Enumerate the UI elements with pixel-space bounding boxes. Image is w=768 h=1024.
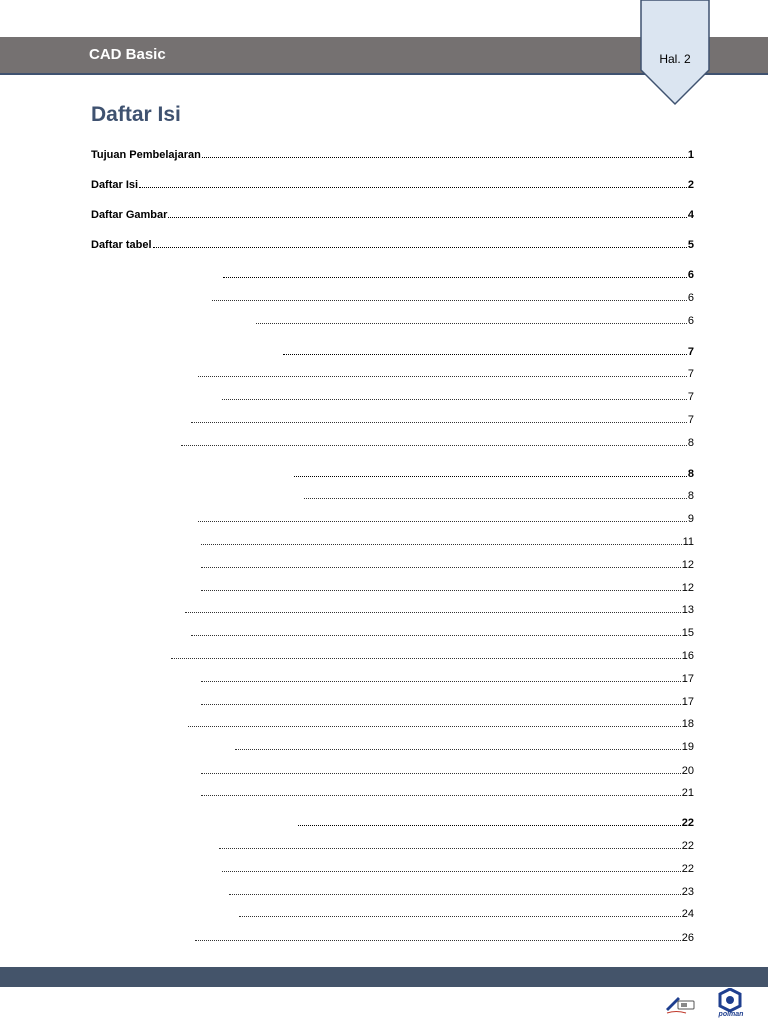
- toc-entry-page: 19: [681, 741, 694, 753]
- toc-dot-leader: [298, 825, 681, 826]
- toc-dot-leader: [256, 323, 687, 324]
- toc-entry[interactable]: [222, 265, 694, 281]
- toc-entry-page: 8: [687, 490, 694, 502]
- toc-dot-leader: [198, 376, 687, 377]
- toc-entry-page: 4: [687, 209, 694, 221]
- toc-entry[interactable]: [238, 904, 694, 920]
- toc-dot-leader: [222, 399, 687, 400]
- toc-entry-page: 11: [682, 536, 694, 548]
- toc-dot-leader: [201, 681, 681, 682]
- toc-entry-label: Daftar Gambar: [91, 209, 168, 221]
- toc-entry[interactable]: [211, 288, 694, 304]
- toc-entry[interactable]: [170, 646, 694, 662]
- toc-entry[interactable]: [194, 928, 694, 944]
- toc-entry-page: 1: [687, 149, 694, 161]
- toc-heading: Daftar Isi: [91, 103, 181, 126]
- toc-entry-page: 18: [681, 718, 694, 730]
- toc-entry-page: 9: [687, 513, 694, 525]
- toc-entry-label: Tujuan Pembelajaran: [91, 149, 201, 161]
- toc-entry-page: 12: [681, 582, 694, 594]
- toc-dot-leader: [283, 354, 687, 355]
- toc-dot-leader: [185, 612, 681, 613]
- toc-entry[interactable]: [197, 509, 694, 525]
- toc-dot-leader: [201, 567, 681, 568]
- toc-entry-page: 7: [687, 346, 694, 358]
- toc-entry-page: 8: [687, 468, 694, 480]
- toc-entry-label: Daftar Isi: [91, 179, 139, 191]
- toc-dot-leader: [188, 726, 681, 727]
- toc-dot-leader: [171, 658, 681, 659]
- toc-entry[interactable]: [303, 486, 694, 502]
- toc-dot-leader: [139, 187, 687, 188]
- toc-entry-page: 7: [687, 414, 694, 426]
- toc-entry-page: 22: [681, 817, 694, 829]
- toc-entry-page: 22: [681, 863, 694, 875]
- toc-dot-leader: [191, 635, 681, 636]
- toc-entry-page: 12: [681, 559, 694, 571]
- document-title: CAD Basic: [89, 46, 166, 63]
- toc-entry[interactable]: [218, 836, 694, 852]
- toc-entry-page: 15: [681, 627, 694, 639]
- toc-entry[interactable]: [200, 692, 694, 708]
- toc-entry-page: 20: [681, 765, 694, 777]
- toc-dot-leader: [198, 521, 687, 522]
- page-number-label: Hal. 2: [659, 52, 691, 66]
- toc-entry[interactable]: [200, 532, 694, 548]
- polman-logo-text: polman: [718, 1011, 744, 1018]
- toc-entry-page: 26: [681, 932, 694, 944]
- toc-entry[interactable]: [228, 882, 694, 898]
- design-engineering-logo: [664, 993, 698, 1020]
- toc-entry[interactable]: [180, 433, 694, 449]
- toc-dot-leader: [201, 704, 681, 705]
- toc-entry[interactable]: [91, 235, 694, 251]
- toc-entry-page: 2: [687, 179, 694, 191]
- toc-entry[interactable]: [221, 387, 694, 403]
- toc-entry[interactable]: [190, 623, 694, 639]
- toc-entry[interactable]: [200, 761, 694, 777]
- toc-entry-page: 22: [681, 840, 694, 852]
- toc-entry[interactable]: [200, 669, 694, 685]
- toc-entry-page: 7: [687, 368, 694, 380]
- footer-band: [0, 967, 768, 987]
- toc-dot-leader: [201, 773, 681, 774]
- toc-entry[interactable]: [197, 364, 694, 380]
- toc-entry[interactable]: [221, 859, 694, 875]
- toc-dot-leader: [201, 544, 682, 545]
- toc-entry[interactable]: [200, 578, 694, 594]
- toc-entry-page: 6: [687, 292, 694, 304]
- toc-dot-leader: [201, 590, 681, 591]
- toc-dot-leader: [195, 940, 681, 941]
- toc-dot-leader: [222, 871, 681, 872]
- toc-entry-page: 17: [681, 696, 694, 708]
- toc-dot-leader: [168, 217, 686, 218]
- toc-entry-page: 21: [681, 787, 694, 799]
- toc-dot-leader: [229, 894, 681, 895]
- toc-entry[interactable]: [91, 175, 694, 191]
- toc-entry[interactable]: [293, 464, 694, 480]
- toc-entry-page: 6: [687, 315, 694, 327]
- toc-entry[interactable]: [200, 555, 694, 571]
- toc-dot-leader: [219, 848, 681, 849]
- toc-dot-leader: [191, 422, 687, 423]
- toc-entry-page: 23: [681, 886, 694, 898]
- toc-entry[interactable]: [297, 813, 694, 829]
- toc-entry[interactable]: [91, 205, 694, 221]
- toc-entry[interactable]: [187, 714, 694, 730]
- toc-dot-leader: [239, 916, 681, 917]
- toc-entry-page: 17: [681, 673, 694, 685]
- toc-dot-leader: [235, 749, 681, 750]
- toc-entry[interactable]: [234, 737, 694, 753]
- toc-entry-page: 13: [681, 604, 694, 616]
- toc-dot-leader: [212, 300, 687, 301]
- toc-entry[interactable]: [282, 342, 694, 358]
- toc-entry[interactable]: [184, 600, 694, 616]
- toc-entry-page: 16: [681, 650, 694, 662]
- toc-entry[interactable]: [255, 311, 694, 327]
- toc-dot-leader: [223, 277, 687, 278]
- toc-entry-page: 7: [687, 391, 694, 403]
- toc-dot-leader: [181, 445, 687, 446]
- toc-entry-page: 24: [681, 908, 694, 920]
- toc-dot-leader: [201, 795, 681, 796]
- toc-entry-page: 5: [687, 239, 694, 251]
- toc-entry[interactable]: [91, 145, 694, 161]
- toc-dot-leader: [304, 498, 687, 499]
- toc-dot-leader: [202, 157, 687, 158]
- toc-entry-label: Daftar tabel: [91, 239, 152, 251]
- toc-dot-leader: [153, 247, 687, 248]
- toc-entry-page: 6: [687, 269, 694, 281]
- toc-entry[interactable]: [200, 783, 694, 799]
- toc-dot-leader: [294, 476, 687, 477]
- toc-entry-page: 8: [687, 437, 694, 449]
- toc-entry[interactable]: [190, 410, 694, 426]
